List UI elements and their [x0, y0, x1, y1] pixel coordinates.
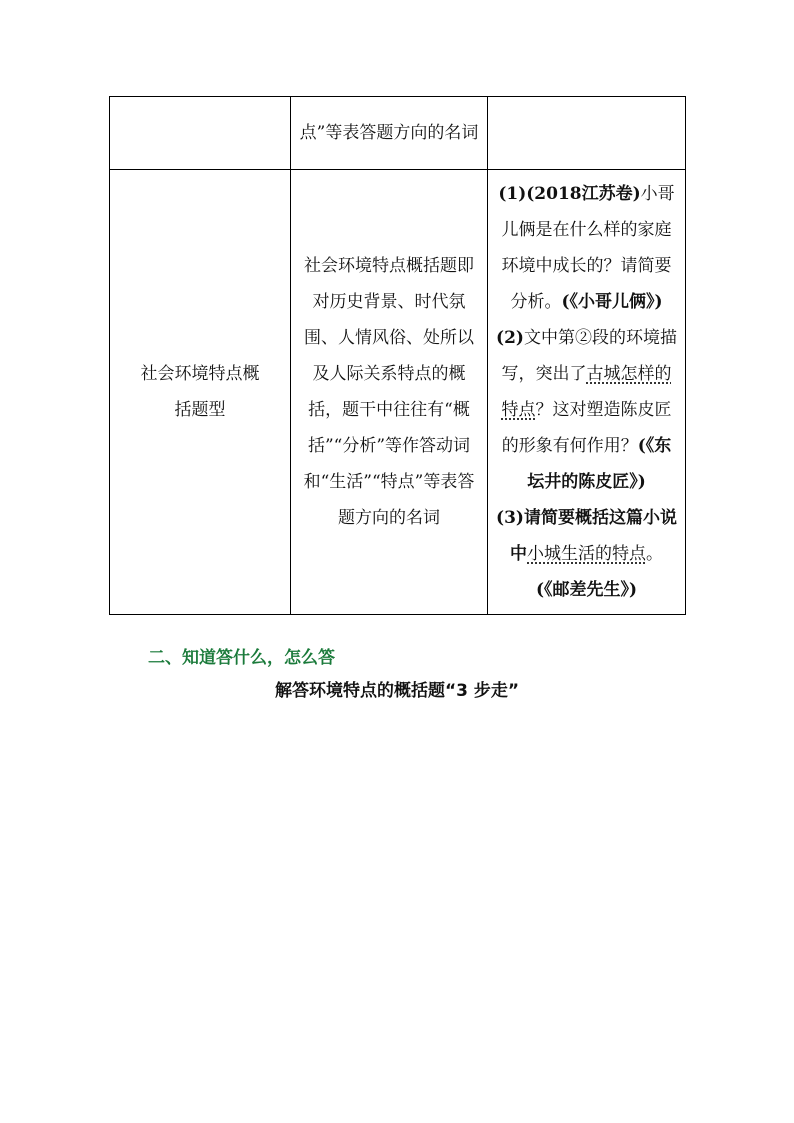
q2-number: (2) — [496, 328, 524, 348]
q3-text-a: 请简要概括这篇小说中 — [510, 508, 677, 564]
q2-text-highlight: 古城怎样的特点 — [501, 364, 672, 420]
type-label: 社会环境特点概括题型 — [140, 364, 260, 420]
q1-source: (《小哥儿俩》) — [561, 292, 663, 312]
example-question-1 — [496, 176, 677, 320]
cell-description — [291, 97, 488, 170]
q2-text-a: 文中第②段的环境描写，突出了 — [501, 328, 677, 384]
description-text: 点”等表答题方向的名词 — [299, 123, 479, 143]
section-heading: 二、知道答什么，怎么答 — [148, 648, 335, 668]
example-question-2 — [496, 320, 677, 500]
q3-number: (3) — [496, 508, 524, 528]
q1-text: 小哥儿俩是在什么样的家庭环境中成长的？请简要分析。 — [501, 184, 675, 312]
q2-source: (《东坛井的陈皮匠》) — [527, 436, 672, 492]
q2-text-c: ？这对塑造陈皮匠的形象有何作用？ — [501, 400, 672, 456]
cell-type — [110, 170, 291, 615]
section-subtitle: 解答环境特点的概括题“3 步走” — [274, 681, 520, 701]
description-text: 社会环境特点概括题即对历史背景、时代氛围、人情风俗、处所以及人际关系特点的概括，题干中往往有“概括”“分析”等作答动词和“生活”“特点”等表答题方向的名词 — [303, 256, 475, 528]
example-question-3 — [496, 500, 677, 608]
cell-type-empty — [110, 97, 291, 170]
q3-text-highlight: 小城生活的特点 — [527, 544, 646, 564]
q3-source: (《邮差先生》) — [535, 580, 638, 600]
table-row — [110, 170, 686, 615]
table-row — [110, 97, 686, 170]
cell-description — [291, 170, 488, 615]
cell-example-empty — [488, 97, 686, 170]
cell-examples — [488, 170, 686, 615]
q1-number: (1)(2018江苏卷) — [498, 184, 641, 204]
type-table — [109, 96, 686, 615]
q3-text-c: 。 — [646, 544, 663, 564]
